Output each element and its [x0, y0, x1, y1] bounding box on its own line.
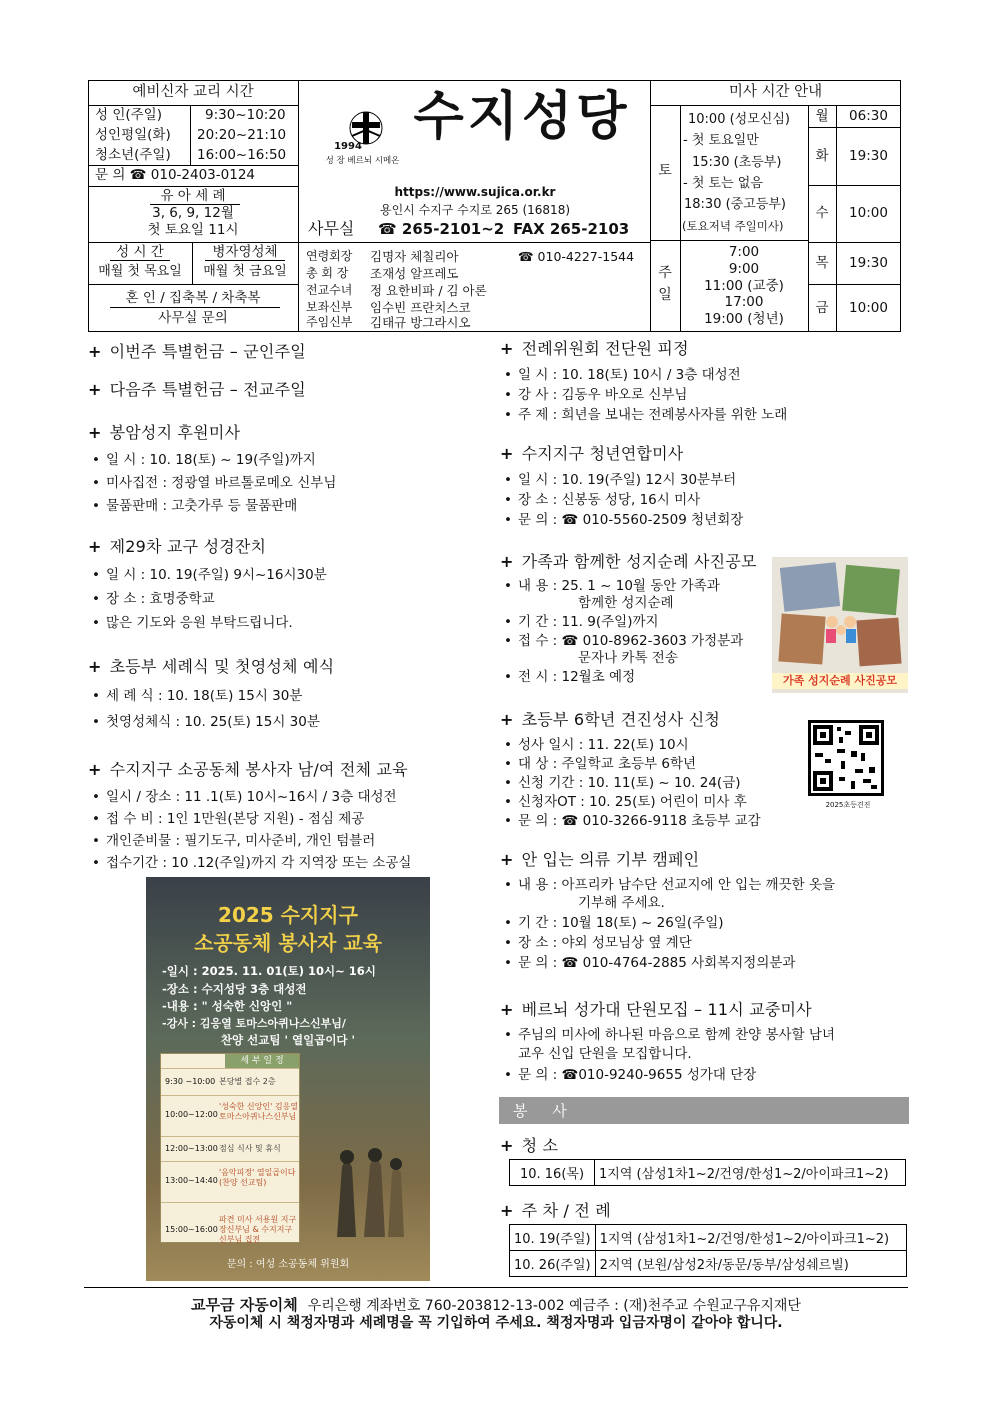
poster-schedule-time: 13:00~14:40	[165, 1176, 218, 1185]
list-item: • 문 의 : ☎ 010-3266-9118 초등부 교감	[500, 812, 761, 831]
poster-schedule-time: 12:00~13:00	[165, 1144, 218, 1153]
poster-schedule-time: 10:00~12:00	[165, 1110, 218, 1119]
poster-schedule-title: 세 부 일 정	[225, 1054, 299, 1068]
list-item: • 내 용 : 아프리카 남수단 선교지에 안 입는 깨끗한 옷을 기부해 주세요.	[500, 876, 835, 912]
wedding-title: 혼 인 / 집축복 / 차축복	[125, 290, 261, 306]
mass-sat-line-0: 10:00 (성모신심)	[688, 112, 790, 127]
poster-schedule-desc: 점심 식사 및 휴식	[219, 1144, 281, 1153]
mass-title: 미사 시간 안내	[728, 84, 823, 100]
section-title: 안 입는 의류 기부 캠페인	[521, 850, 700, 869]
list-item: • 기 간 : 11. 9(주일)까지	[500, 614, 757, 631]
bible-festival: + 제29차 교구 성경잔치 • 일 시 : 10. 19(주일) 9시~16시30분 • 장 소 : 효명중학교 • 많은 기도와 응원 부탁드립니다.	[88, 534, 327, 635]
poster-line-4: 찬양 선교팀 ' 열일곱이다 '	[220, 1033, 356, 1047]
infant-baptism-months: 3, 6, 9, 12월	[152, 205, 234, 221]
list-item: • 문 의 : ☎ 010-5560-2509 청년회장	[500, 510, 743, 530]
footer-account: 우리은행 계좌번호 760-203812-13-002 예금주 : (재)천주교 수원교구유지재단	[307, 1298, 801, 1314]
list-item: • 세 례 식 : 10. 18(토) 15시 30분	[88, 683, 334, 709]
catechism-label-youth: 청소년(주일)	[95, 147, 171, 163]
community-volunteer-education: + 수지지구 소공동체 봉사자 남/여 전체 교육 • 일시 / 장소 : 11 .1(토) 10시~16시 / 3층 대성전 • 접 수 비 : 1인 1만원(본당 지원) - 점심 제공 • 개인준비물 : 필기도구, 미사준비, 개인 텀블러 • 접수기간 : 10 .12(주일)까지 각 지역장 또는 소공실	[88, 757, 411, 874]
mass-day-thu: 목	[815, 255, 829, 271]
mass-time-wed: 10:00	[849, 205, 888, 221]
staff-role-4: 주임신부	[306, 315, 353, 329]
mass-sun-line-4: 19:00 (청년)	[704, 311, 784, 327]
table-row	[510, 1160, 906, 1186]
catechism-label-weekday: 성인평일(화)	[95, 127, 171, 143]
list-item: • 문 의 : ☎010-9240-9655 성가대 단장	[500, 1066, 835, 1085]
mass-sat-line-5: (토요저녁 주일미사)	[682, 219, 784, 233]
staff-name-0: 김명자 체칠리아	[370, 249, 459, 264]
mass-day-fri: 금	[815, 300, 829, 316]
poster-line-1: -장소 : 수지성당 3층 대성전	[162, 982, 307, 996]
mass-sat-label: 토	[658, 163, 672, 179]
parking-table	[509, 1224, 907, 1277]
list-item: • 성사 일시 : 11. 22(토) 10시	[500, 736, 761, 755]
mass-sat-line-2: 15:30 (초등부)	[692, 155, 782, 170]
pilgrimage-photo	[772, 557, 908, 693]
list-item: • 첫영성체식 : 10. 25(토) 15시 30분	[88, 709, 334, 735]
mass-sun-line-3: 17:00	[724, 294, 764, 310]
poster-footer: 문의 : 여성 소공동체 위원회	[226, 1259, 350, 1270]
confirmation-qr-code[interactable]	[808, 720, 884, 796]
mass-day-wed: 수	[815, 205, 829, 221]
office-phone: ☎ 265-2101~2	[378, 220, 505, 238]
catechism-contact: 문 의 ☎ 010-2403-0124	[95, 167, 255, 183]
poster-title-1: 2025 수지지구	[218, 903, 358, 927]
service-date: 10. 19(주일)	[510, 1225, 596, 1251]
family-icon	[824, 613, 858, 643]
infant-baptism-day: 첫 토요일 11시	[147, 222, 239, 238]
poster-title-2: 소공동체 봉사자 교육	[194, 931, 382, 955]
section-title: 다음주 특별헌금 – 전교주일	[109, 380, 306, 399]
mass-day-mon: 월	[815, 108, 829, 124]
staff-role-2: 전교수녀	[306, 283, 353, 297]
poster-line-0: -일시 : 2025. 11. 01(토) 10시~ 16시	[162, 964, 376, 978]
section-title: 주 차 / 전 례	[521, 1201, 611, 1220]
section-title: 초등부 6학년 견진성사 신청	[521, 710, 721, 729]
staff-role-1: 총 회 장	[306, 266, 349, 280]
catechism-time-adult: 9:30~10:20	[205, 107, 286, 123]
mass-day-tue: 화	[815, 148, 829, 164]
list-item: • 일 시 : 10. 19(주일) 9시~16시30분	[88, 563, 327, 587]
poster-schedule-desc: '성숙한 신앙인' 김응열 토마스아퀴나스신부님	[219, 1102, 299, 1121]
list-item: • 접 수 : ☎ 010-8962-3603 가정분과 문자나 카톡 전송	[500, 633, 757, 667]
list-item: • 많은 기도와 응원 부탁드립니다.	[88, 611, 327, 635]
list-item: • 장 소 : 효명중학교	[88, 587, 327, 611]
mass-time-thu: 19:30	[849, 255, 888, 271]
section-title: 수지지구 청년연합미사	[521, 444, 684, 463]
church-patron: 성 장 베르뇌 시메온	[325, 156, 400, 166]
catechism-title: 예비신자 교리 시간	[132, 84, 254, 100]
pilgrimage-photo-contest: + 가족과 함께한 성지순례 사진공모 • 내 용 : 25. 1 ~ 10월 동안 가족과 함께한 성지순례 • 기 간 : 11. 9(주일)까지 • 접 수 : ☎ 010-8962-3603 가정분과 문자나 카톡 전송 • 전 시 : 12월초 예정	[500, 549, 757, 686]
catechism-label-adult: 성 인(주일)	[95, 107, 162, 123]
list-item: • 문 의 : ☎ 010-4764-2885 사회복지정의분과	[500, 954, 835, 972]
parking-liturgy-section: + 주 차 / 전 례	[500, 1201, 611, 1220]
special-collection-this-week: + 이번주 특별헌금 – 군인주일	[88, 342, 306, 361]
list-item: • 신청자OT : 10. 25(토) 어린이 미사 후	[500, 793, 761, 812]
table-row	[510, 1225, 907, 1251]
clothing-donation: + 안 입는 의류 기부 캠페인 • 내 용 : 아프리카 남수단 선교지에 안 입는 깨끗한 옷을 기부해 주세요. • 기 간 : 10월 18(토) ~ 26일(주일) • 장 소 : 야외 성모님상 옆 계단 • 문 의 : ☎ 010-4764-2885 사회복지정의분과	[500, 847, 835, 972]
service-desc: 1지역 (삼성1차1~2/건영/한성1~2/아이파크1~2)	[595, 1225, 906, 1251]
mass-time-tue: 19:30	[849, 148, 888, 164]
list-item: • 내 용 : 25. 1 ~ 10월 동안 가족과 함께한 성지순례	[500, 578, 757, 612]
catechism-time-weekday: 20:20~21:10	[197, 127, 287, 143]
mass-sat-line-1: - 첫 토요일만	[683, 133, 759, 148]
mass-time-mon: 06:30	[849, 108, 888, 124]
list-item: • 미사집전 : 정광열 바르톨로메오 신부님	[88, 472, 336, 495]
office-label: 사무실	[308, 219, 355, 238]
poster-line-2: -내용 : " 성숙한 신앙인 "	[162, 999, 293, 1013]
poster-schedule	[160, 1053, 300, 1243]
choir-recruitment: + 베르뇌 성가대 단원모집 – 11시 교중미사 • 주님의 미사에 하나된 마음으로 함께 찬양 봉사할 남녀 교우 신입 단원을 모집합니다. • 문 의 : ☎010-9240-9655 성가대 단장	[500, 997, 835, 1085]
catechism-time-youth: 16:00~16:50	[197, 147, 287, 163]
youth-joint-mass: + 수지지구 청년연합미사 • 일 시 : 10. 19(주일) 12시 30분부터 • 장 소 : 신봉동 성당, 16시 미사 • 문 의 : ☎ 010-5560-2509 청년회장	[500, 441, 743, 530]
confession-value: 매월 첫 목요일	[98, 264, 182, 279]
list-item: • 개인준비물 : 필기도구, 미사준비, 개인 텀블러	[88, 830, 411, 852]
walking-figures-icon	[322, 1127, 412, 1237]
poster-schedule-time: 15:00~16:00	[165, 1225, 218, 1234]
special-collection-next-week: + 다음주 특별헌금 – 전교주일	[88, 380, 306, 399]
section-title: 이번주 특별헌금 – 군인주일	[109, 342, 306, 361]
service-band: 봉 사	[499, 1097, 909, 1124]
footer-autopay-label: 교무금 자동이체	[191, 1296, 298, 1314]
confirmation-application: + 초등부 6학년 견진성사 신청 • 성사 일시 : 11. 22(토) 10시 • 대 상 : 주일학교 초등부 6학년 • 신청 기간 : 10. 11(토) ~ 10. 24(금) • 신청자OT : 10. 25(토) 어린이 미사 후 • 문 의 : ☎ 010-3266-9118 초등부 교감	[500, 707, 761, 831]
staff-name-4: 김태규 방그라시오	[370, 315, 471, 330]
list-item: • 주 제 : 희년을 보내는 전례봉사자를 위한 노래	[500, 405, 787, 425]
bongam-shrine-mass: + 봉암성지 후원미사 • 일 시 : 10. 18(토) ~ 19(주일)까지 • 미사집전 : 정광열 바르톨로메오 신부님 • 물품판매 : 고춧가루 등 물품판매	[88, 420, 336, 518]
mass-sat-line-3: - 첫 토는 없음	[683, 176, 763, 191]
baptism-first-communion: + 초등부 세례식 및 첫영성체 예식 • 세 례 식 : 10. 18(토) 15시 30분 • 첫영성체식 : 10. 25(토) 15시 30분	[88, 654, 334, 735]
list-item: • 주님의 미사에 하나된 마음으로 함께 찬양 봉사할 남녀 교우 신입 단원을 모집합니다.	[500, 1026, 835, 1064]
church-address: 용인시 수지구 수지로 265 (16818)	[379, 203, 571, 217]
qr-code-icon	[811, 723, 881, 793]
church-founded-year: 1994	[334, 141, 362, 152]
staff-role-3: 보좌신부	[306, 300, 353, 314]
footer-line-2: 자동이체 시 책정자명과 세례명을 꼭 기입하여 주세요. 책정자명과 입금자명이 같아야 합니다.	[209, 1315, 783, 1331]
section-title: 청 소	[521, 1136, 559, 1155]
sick-communion-value: 매월 첫 금요일	[203, 264, 287, 279]
poster-schedule-desc: 본당별 접수 2층	[219, 1077, 276, 1086]
list-item: • 강 사 : 김동우 바오로 신부님	[500, 385, 787, 405]
list-item: • 신청 기간 : 10. 11(토) ~ 10. 24(금)	[500, 774, 761, 793]
list-item: • 일 시 : 10. 18(토) 10시 / 3층 대성전	[500, 365, 787, 385]
list-item: • 접수기간 : 10 .12(주일)까지 각 지역장 또는 소공실	[88, 852, 411, 874]
service-date: 10. 16(목)	[510, 1160, 595, 1186]
table-row	[510, 1251, 907, 1277]
list-item: • 대 상 : 주일학교 초등부 6학년	[500, 755, 761, 774]
list-item: • 기 간 : 10월 18(토) ~ 26일(주일)	[500, 914, 835, 932]
education-poster	[146, 877, 430, 1281]
poster-figures	[322, 1127, 412, 1237]
mass-sun-line-1: 9:00	[728, 261, 760, 277]
wedding-value: 사무실 문의	[158, 310, 228, 326]
staff-phone-0: ☎ 010-4227-1544	[518, 249, 635, 264]
section-title: 수지지구 소공동체 봉사자 남/여 전체 교육	[109, 760, 408, 779]
list-item: • 접 수 비 : 1인 1만원(본당 지원) - 점심 제공	[88, 808, 411, 830]
staff-name-1: 조재성 알프레도	[370, 266, 459, 281]
poster-schedule-desc: 파견 미사 서용원 지구장신부님 & 수지지구 신부님 집전	[219, 1215, 297, 1244]
staff-name-2: 정 요한비파 / 김 아론	[370, 283, 487, 298]
list-item: • 일 시 : 10. 19(주일) 12시 30분부터	[500, 470, 743, 490]
section-title: 가족과 함께한 성지순례 사진공모	[521, 552, 757, 571]
mass-time-fri: 10:00	[849, 300, 888, 316]
mass-sun-line-2: 11:00 (교중)	[704, 278, 784, 294]
service-desc: 2지역 (보원/삼성2차/동문/동부/삼성쉐르빌)	[595, 1251, 906, 1277]
church-url[interactable]: https://www.sujica.or.kr	[394, 185, 556, 199]
list-item: • 장 소 : 야외 성모님상 옆 계단	[500, 934, 835, 952]
sick-communion-title: 병자영성체	[212, 244, 278, 260]
list-item: • 일시 / 장소 : 11 .1(토) 10시~16시 / 3층 대성전	[88, 786, 411, 808]
list-item: • 전 시 : 12월초 예정	[500, 669, 757, 686]
service-date: 10. 26(주일)	[510, 1251, 596, 1277]
poster-schedule-desc: '음악피정' 열일곱이다 (찬양 선교팀)	[219, 1168, 296, 1187]
infant-baptism-title: 유 아 세 례	[160, 188, 226, 204]
section-title: 초등부 세례식 및 첫영성체 예식	[109, 657, 335, 676]
staff-name-3: 임수빈 프란치스코	[370, 300, 471, 315]
poster-line-3: -강사 : 김응열 토마스아퀴나스신부님/	[162, 1017, 346, 1030]
pilgrimage-photo-caption: 가족 성지순례 사진공모	[772, 673, 908, 689]
section-title: 전례위원회 전단원 피정	[521, 339, 689, 358]
cleaning-table	[509, 1159, 906, 1186]
service-desc: 1지역 (삼성1차1~2/건영/한성1~2/아이파크1~2)	[595, 1160, 906, 1186]
mass-sun-line-0: 7:00	[728, 244, 760, 260]
list-item: • 물품판매 : 고춧가루 등 물품판매	[88, 495, 336, 518]
section-title: 제29차 교구 성경잔치	[109, 537, 267, 556]
list-item: • 일 시 : 10. 18(토) ~ 19(주일)까지	[88, 449, 336, 472]
mass-sun-label: 주일	[658, 265, 672, 303]
mass-sat-line-4: 18:30 (중고등부)	[684, 197, 786, 212]
poster-schedule-time: 9:30 ~10:00	[165, 1077, 216, 1086]
liturgy-retreat: + 전례위원회 전단원 피정 • 일 시 : 10. 18(토) 10시 / 3층 대성전 • 강 사 : 김동우 바오로 신부님 • 주 제 : 희년을 보내는 전례봉사자를 위한 노래	[500, 336, 787, 425]
list-item: • 장 소 : 신봉동 성당, 16시 미사	[500, 490, 743, 510]
cleaning-section: + 청 소	[500, 1136, 559, 1155]
office-fax: FAX 265-2103	[513, 220, 630, 238]
section-title: 봉암성지 후원미사	[109, 423, 241, 442]
section-title: 베르뇌 성가대 단원모집 – 11시 교중미사	[521, 1000, 812, 1019]
qr-caption: 2025초등견진	[825, 801, 871, 809]
confession-title: 성 시 간	[116, 244, 164, 260]
church-name: 수지성당	[413, 87, 631, 147]
staff-role-0: 연령회장	[306, 249, 353, 263]
